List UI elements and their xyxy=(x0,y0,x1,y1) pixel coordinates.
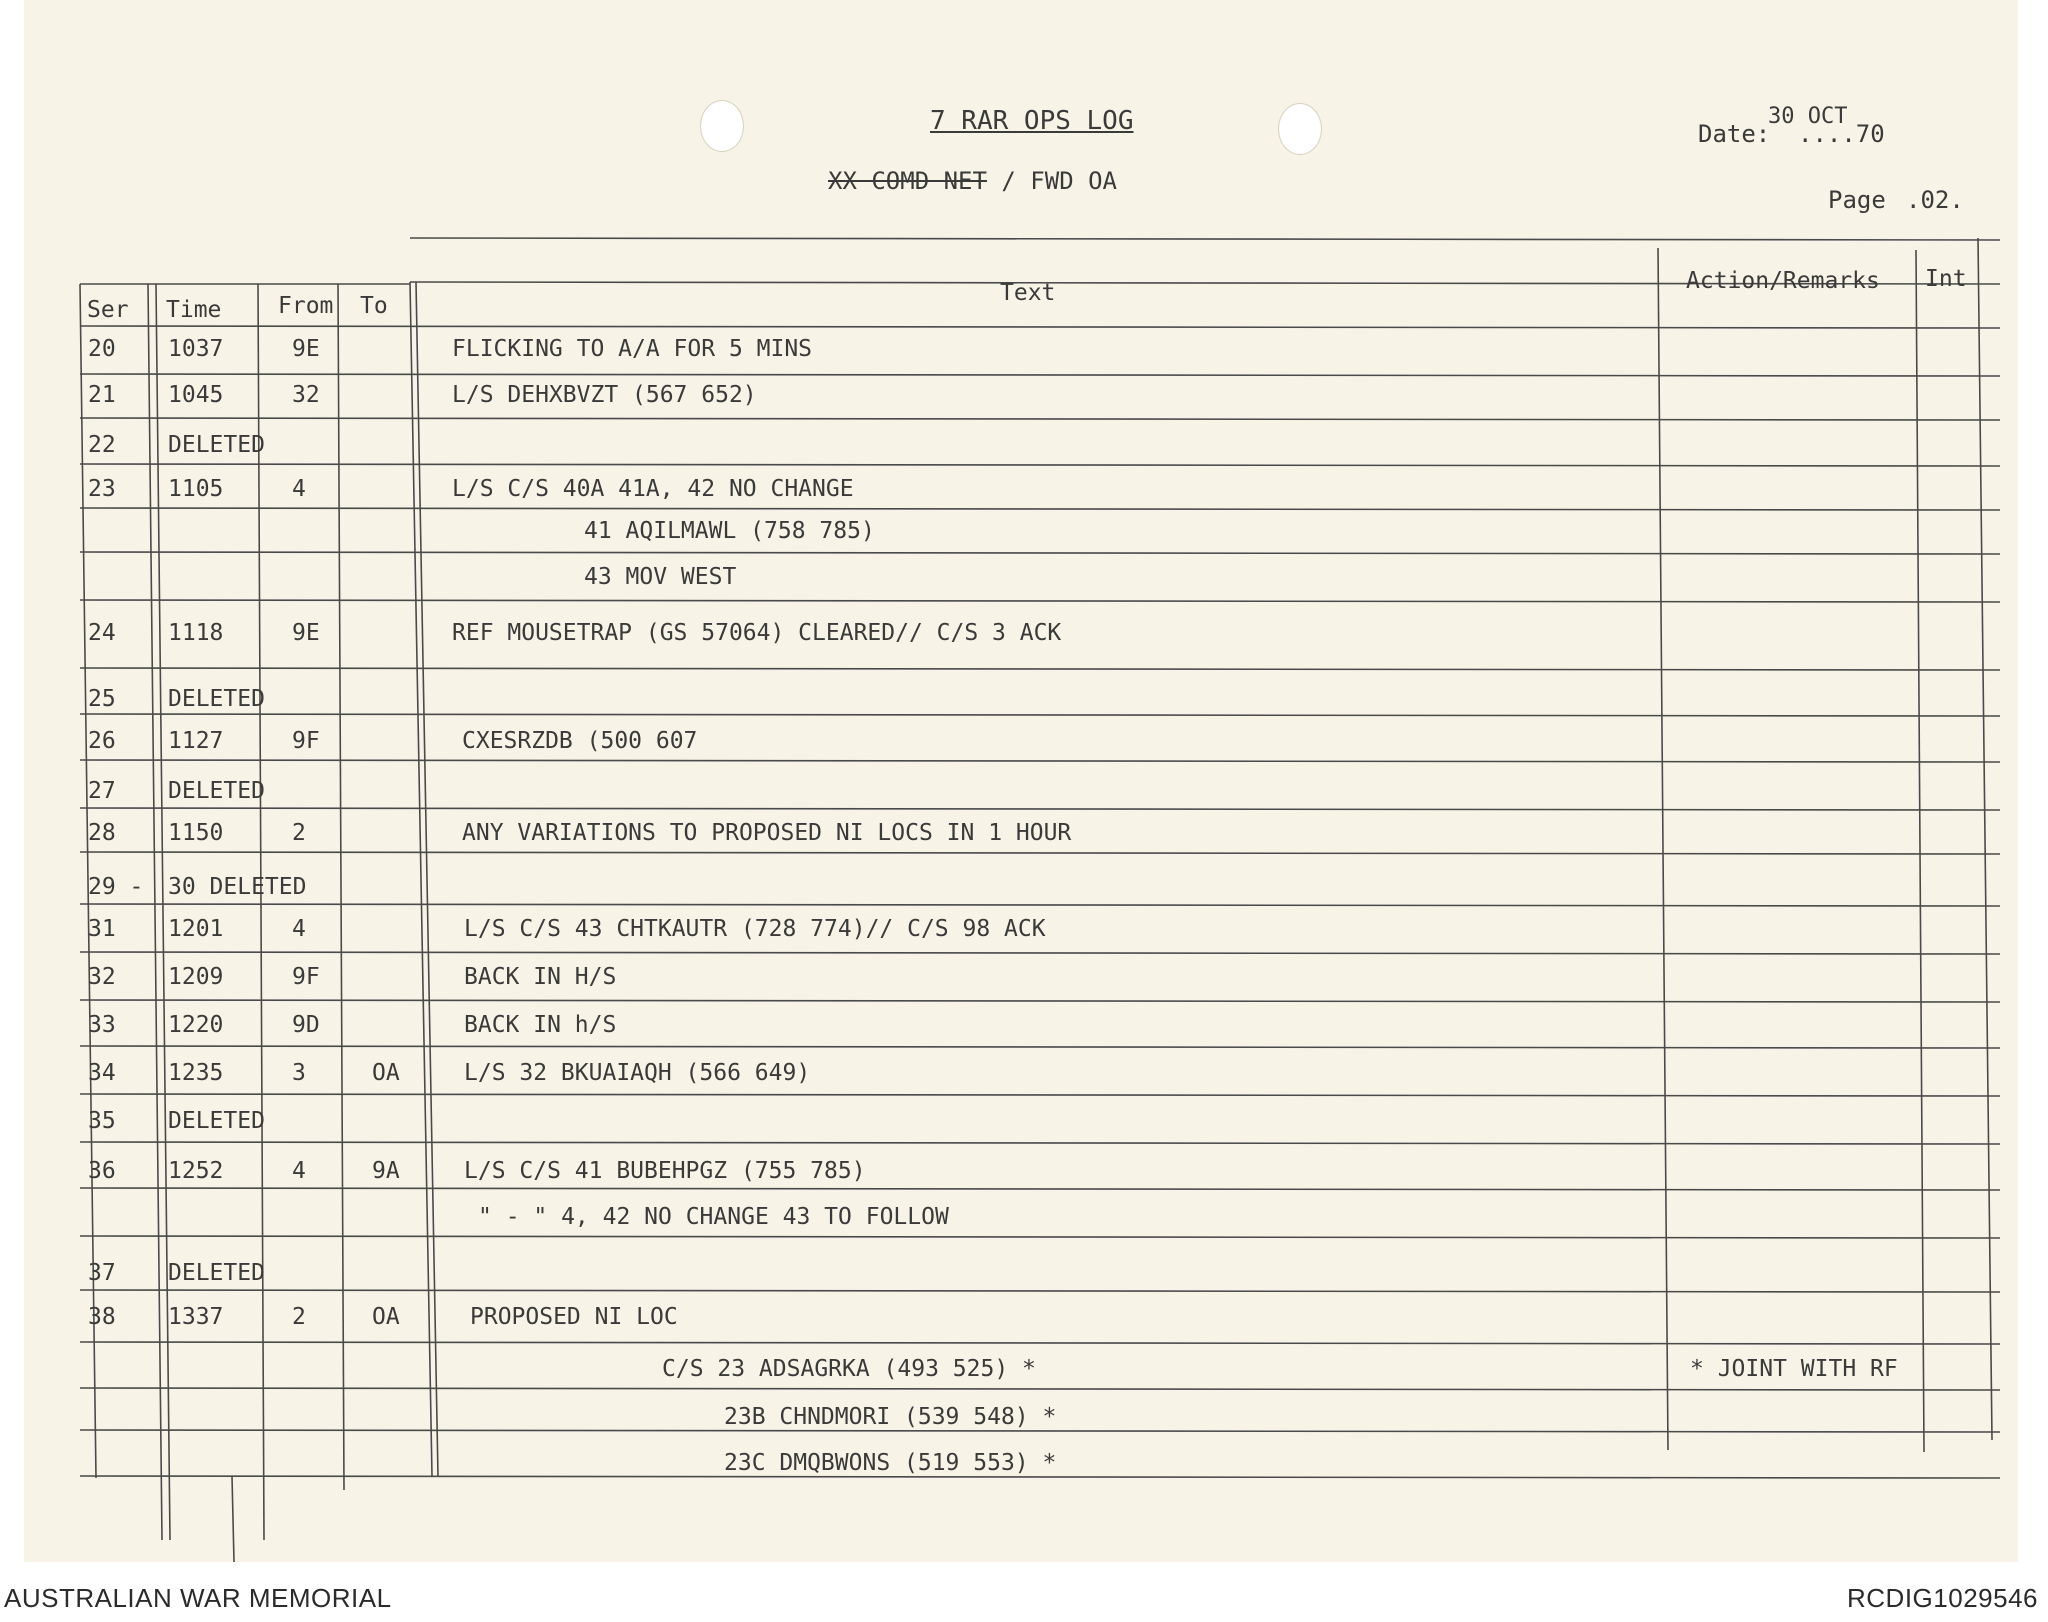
row-from-cell: 2 xyxy=(292,1304,306,1330)
row-time-cell: DELETED xyxy=(168,1260,265,1286)
row-text-cell: L/S 32 BKUAIAQH (566 649) xyxy=(464,1060,811,1086)
row-rule xyxy=(80,326,2000,328)
header-from: From xyxy=(278,293,334,319)
net-struck-text: XX COMD NET xyxy=(828,167,987,195)
col-rule-ser xyxy=(148,284,162,1540)
header-to: To xyxy=(360,293,388,319)
row-time-cell: 1118 xyxy=(168,620,224,646)
row-ser-cell: 37 xyxy=(88,1260,116,1286)
row-ser-cell: 27 xyxy=(88,778,116,804)
row-action-cell: * JOINT WITH RF xyxy=(1690,1356,1898,1382)
row-from-cell: 9F xyxy=(292,728,320,754)
col-rule-to-double xyxy=(416,282,438,1476)
row-time-cell: 1150 xyxy=(168,820,224,846)
row-text-cell: C/S 23 ADSAGRKA (493 525) * xyxy=(662,1356,1036,1382)
row-time-cell: 1220 xyxy=(168,1012,224,1038)
log-title: 7 RAR OPS LOG xyxy=(930,106,1134,136)
row-time-cell: 1252 xyxy=(168,1158,224,1184)
row-rule xyxy=(410,238,2000,240)
row-ser-cell: 34 xyxy=(88,1060,116,1086)
row-ser-cell: 20 xyxy=(88,336,116,362)
row-rule xyxy=(80,714,2000,716)
row-ser-cell: 36 xyxy=(88,1158,116,1184)
header-int: Int xyxy=(1925,266,1967,292)
row-rule xyxy=(80,1046,2000,1048)
row-text-cell: 43 MOV WEST xyxy=(584,564,737,590)
date-year: ....70 xyxy=(1798,120,1885,148)
row-rule xyxy=(80,760,2000,762)
row-rule xyxy=(80,1342,2000,1344)
row-from-cell: 9D xyxy=(292,1012,320,1038)
col-rule-tail xyxy=(232,1476,234,1562)
row-ser-cell: 24 xyxy=(88,620,116,646)
row-time-cell: 1201 xyxy=(168,916,224,942)
row-rule xyxy=(80,1430,2000,1432)
row-time-cell: 1127 xyxy=(168,728,224,754)
row-time-cell: 1209 xyxy=(168,964,224,990)
row-rule xyxy=(80,1476,2000,1478)
row-text-cell: 41 AQILMAWL (758 785) xyxy=(584,518,875,544)
row-text-cell: 23C DMQBWONS (519 553) * xyxy=(724,1450,1057,1476)
row-text-cell: BACK IN h/S xyxy=(464,1012,617,1038)
date-label: Date: xyxy=(1698,120,1771,148)
row-rule xyxy=(80,952,2000,954)
row-text-cell: CXESRZDB (500 607 xyxy=(462,728,698,754)
row-rule xyxy=(80,464,2000,466)
col-rule-text xyxy=(1658,248,1668,1450)
row-time-cell: 1337 xyxy=(168,1304,224,1330)
row-text-cell: " - " 4, 42 NO CHANGE 43 TO FOLLOW xyxy=(478,1204,949,1230)
col-rule-action xyxy=(1916,250,1924,1452)
row-rule xyxy=(80,1094,2000,1096)
row-to-cell: 9A xyxy=(372,1158,400,1184)
row-rule xyxy=(80,1000,2000,1002)
row-text-cell: L/S C/S 43 CHTKAUTR (728 774)// C/S 98 ACK xyxy=(464,916,1046,942)
row-time-cell: 1235 xyxy=(168,1060,224,1086)
row-ser-cell: 25 xyxy=(88,686,116,712)
row-time-cell: 30 DELETED xyxy=(168,874,307,900)
row-ser-cell: 29 - xyxy=(88,874,144,900)
row-from-cell: 4 xyxy=(292,916,306,942)
row-time-cell: DELETED xyxy=(168,1108,265,1134)
footer-right: RCDIG1029546 xyxy=(1847,1583,2038,1613)
row-from-cell: 4 xyxy=(292,476,306,502)
row-time-cell: DELETED xyxy=(168,686,265,712)
row-rule xyxy=(80,374,2000,376)
row-from-cell: 32 xyxy=(292,382,320,408)
row-to-cell: OA xyxy=(372,1304,400,1330)
row-from-cell: 3 xyxy=(292,1060,306,1086)
header-action-remarks: Action/Remarks xyxy=(1686,268,1880,294)
row-ser-cell: 31 xyxy=(88,916,116,942)
row-text-cell: FLICKING TO A/A FOR 5 MINS xyxy=(452,336,813,362)
row-ser-cell: 38 xyxy=(88,1304,116,1330)
row-ser-cell: 26 xyxy=(88,728,116,754)
row-from-cell: 9E xyxy=(292,620,320,646)
row-time-cell: 1105 xyxy=(168,476,224,502)
footer-left: AUSTRALIAN WAR MEMORIAL xyxy=(4,1583,392,1613)
page-number: .02. xyxy=(1906,186,1964,214)
row-text-cell: REF MOUSETRAP (GS 57064) CLEARED// C/S 3 ACK xyxy=(452,620,1062,646)
row-rule xyxy=(80,1388,2000,1390)
header-time: Time xyxy=(166,297,222,323)
header-ser: Ser xyxy=(87,297,129,323)
col-rule-ser-double xyxy=(156,284,170,1540)
row-time-cell: DELETED xyxy=(168,778,265,804)
row-rule xyxy=(80,508,2000,510)
net-text: / FWD OA xyxy=(1001,167,1117,195)
row-text-cell: L/S DEHXBVZT (567 652) xyxy=(452,382,757,408)
row-to-cell: OA xyxy=(372,1060,400,1086)
row-time-cell: 1037 xyxy=(168,336,224,362)
row-ser-cell: 23 xyxy=(88,476,116,502)
row-ser-cell: 33 xyxy=(88,1012,116,1038)
row-rule xyxy=(80,552,2000,554)
row-rule xyxy=(80,600,2000,602)
header-text: Text xyxy=(1000,280,1056,306)
row-ser-cell: 32 xyxy=(88,964,116,990)
row-text-cell: PROPOSED NI LOC xyxy=(470,1304,678,1330)
row-from-cell: 9F xyxy=(292,964,320,990)
row-ser-cell: 21 xyxy=(88,382,116,408)
row-rule xyxy=(80,1290,2000,1292)
row-from-cell: 9E xyxy=(292,336,320,362)
row-from-cell: 2 xyxy=(292,820,306,846)
date-day-month: 30 OCT xyxy=(1768,104,1848,129)
col-rule-right xyxy=(1978,238,1992,1440)
row-text-cell: L/S C/S 40A 41A, 42 NO CHANGE xyxy=(452,476,854,502)
row-rule xyxy=(80,1236,2000,1238)
row-time-cell: 1045 xyxy=(168,382,224,408)
row-rule xyxy=(80,852,2000,854)
row-rule xyxy=(80,808,2000,810)
row-rule xyxy=(80,1142,2000,1144)
row-rule xyxy=(80,418,2000,420)
row-ser-cell: 22 xyxy=(88,432,116,458)
row-text-cell: L/S C/S 41 BUBEHPGZ (755 785) xyxy=(464,1158,866,1184)
row-text-cell: 23B CHNDMORI (539 548) * xyxy=(724,1404,1057,1430)
row-rule xyxy=(80,668,2000,670)
col-rule-time xyxy=(258,284,264,1540)
row-text-cell: ANY VARIATIONS TO PROPOSED NI LOCS IN 1 HOUR xyxy=(462,820,1072,846)
row-text-cell: BACK IN H/S xyxy=(464,964,617,990)
row-ser-cell: 35 xyxy=(88,1108,116,1134)
col-rule-to xyxy=(410,282,432,1476)
row-ser-cell: 28 xyxy=(88,820,116,846)
row-time-cell: DELETED xyxy=(168,432,265,458)
page-label: Page xyxy=(1828,186,1886,214)
row-rule xyxy=(80,904,2000,906)
row-from-cell: 4 xyxy=(292,1158,306,1184)
row-rule xyxy=(80,1188,2000,1190)
